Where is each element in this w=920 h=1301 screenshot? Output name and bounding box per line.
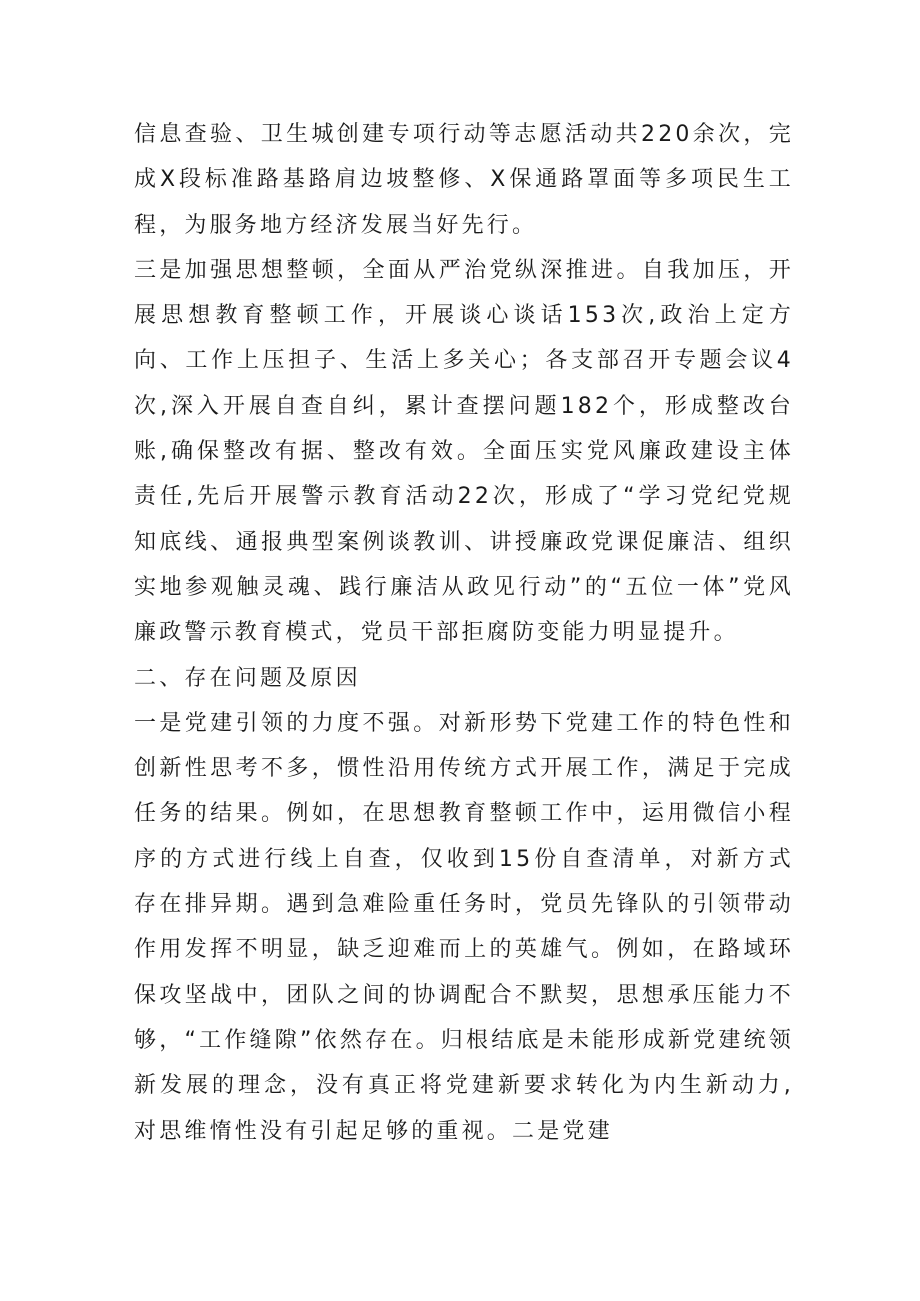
- paragraph-volunteer-activities: 信息查验、卫生城创建专项行动等志愿活动共220余次，完成X段标准路基路肩边坡整修、X保通路罩面等多项民生工程，为服务地方经济发展当好先行。: [134, 122, 794, 238]
- paragraph-party-building-leadership: 一是党建引领的力度不强。对新形势下党建工作的特色性和创新性思考不多，惯性沿用传统方式开展工作，满足于完成任务的结果。例如，在思想教育整顿工作中，运用微信小程序的方式进行线上自查，仅收到15份自查清单，对新方式存在排异期。遇到急难险重任务时，党员先锋队的引领带动作用发挥不明显，缺乏迎难而上的英雄气。例如，在路域环保攻坚战中，团队之间的协调配合不默契，思想承压能力不够，“工作缝隙”依然存在。归根结底是未能形成新党建统领新发展的理念，没有真正将党建新要求转化为内生新动力,对思维惰性没有引起足够的重视。二是党建: [134, 710, 794, 1144]
- section-heading-problems-and-causes: 二、存在问题及原因: [134, 665, 361, 691]
- document-body: [134, 112, 794, 1154]
- paragraph-ideological-rectification: 三是加强思想整顿，全面从严治党纵深推进。自我加压，开展思想教育整顿工作，开展谈心谈话153次,政治上定方向、工作上压担子、生活上多关心；各支部召开专题会议4次,深入开展自查自纠，累计查摆问题182个，形成整改台账,确保整改有据、整改有效。全面压实党风廉政建设主体责任,先后开展警示教育活动22次，形成了“学习党纪党规知底线、通报典型案例谈教训、讲授廉政党课促廉洁、组织实地参观触灵魂、践行廉洁从政见行动”的“五位一体”党风廉政警示教育模式，党员干部拒腐防变能力明显提升。: [134, 257, 794, 646]
